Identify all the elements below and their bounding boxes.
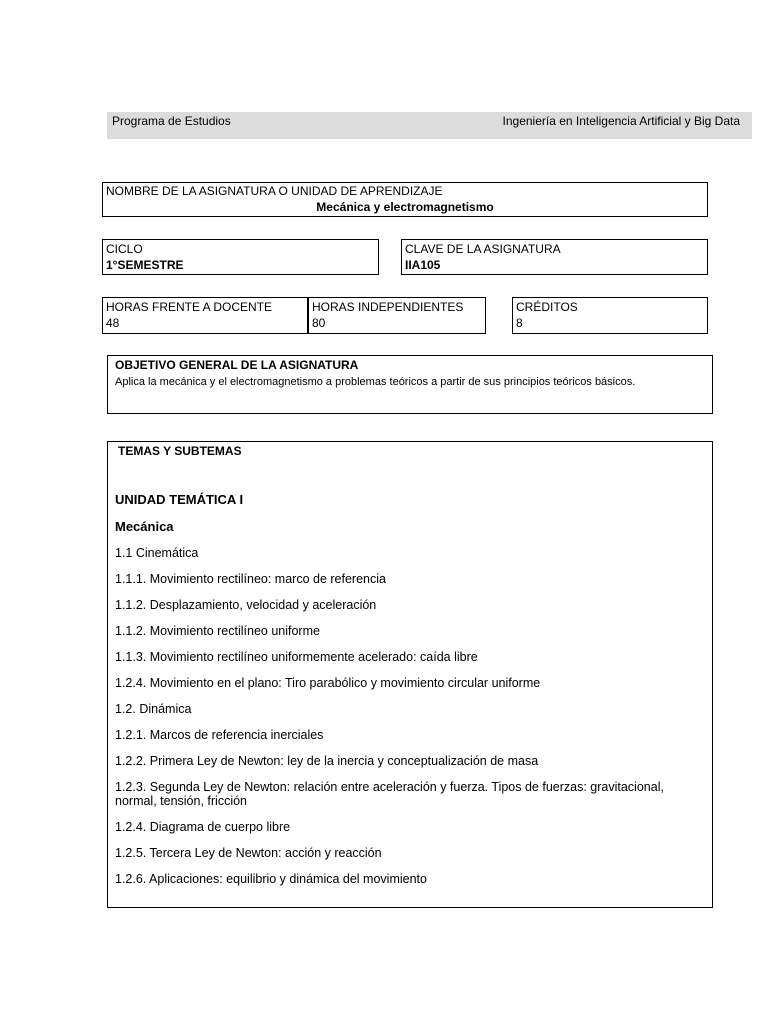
objetivo-text: Aplica la mecánica y el electromagnetismo a problemas teóricos a partir de sus principios teóricos básicos. — [115, 376, 636, 388]
list-item: 1.1 Cinemática — [115, 546, 199, 560]
list-item: 1.1.1. Movimiento rectilíneo: marco de referencia — [115, 572, 386, 586]
list-item: 1.2.1. Marcos de referencia inerciales — [115, 728, 324, 742]
clave-value: IIA105 — [405, 258, 441, 272]
ciclo-value: 1°SEMESTRE — [106, 258, 184, 272]
header-degree-name: Ingeniería en Inteligencia Artificial y Big Data — [502, 114, 740, 128]
horas-docente-box — [102, 297, 308, 334]
list-item: 1.1.3. Movimiento rectilíneo uniformemente acelerado: caída libre — [115, 650, 478, 664]
list-item: 1.2.4. Diagrama de cuerpo libre — [115, 820, 291, 834]
horas-independientes-label: HORAS INDEPENDIENTES — [312, 300, 464, 314]
horas-independientes-value: 80 — [312, 316, 326, 330]
list-item: 1.2.3. Segunda Ley de Newton: relación entre aceleración y fuerza. Tipos de fuerzas: gravitacional, normal, tensión, fricción — [115, 780, 664, 808]
horas-independientes-box — [308, 297, 486, 334]
creditos-box — [512, 297, 708, 334]
list-item: 1.2. Dinámica — [115, 702, 192, 716]
horas-docente-label: HORAS FRENTE A DOCENTE — [106, 300, 273, 314]
list-item: 1.2.6. Aplicaciones: equilibrio y dinámica del movimiento — [115, 872, 427, 886]
creditos-value: 8 — [516, 316, 523, 330]
ciclo-label: CICLO — [106, 242, 143, 256]
objetivo-title: OBJETIVO GENERAL DE LA ASIGNATURA — [115, 358, 359, 372]
ciclo-box — [102, 239, 379, 275]
nombre-asignatura-label: NOMBRE DE LA ASIGNATURA O UNIDAD DE APRENDIZAJE — [106, 184, 443, 198]
horas-docente-value: 48 — [106, 316, 120, 330]
clave-box — [401, 239, 708, 275]
list-item: 1.1.2. Desplazamiento, velocidad y aceleración — [115, 598, 377, 612]
tema-heading: Mecánica — [115, 519, 174, 534]
temas-list — [115, 546, 705, 886]
objetivo-box — [107, 355, 713, 414]
header-program-title: Programa de Estudios — [112, 114, 231, 128]
creditos-label: CRÉDITOS — [516, 300, 578, 314]
clave-label: CLAVE DE LA ASIGNATURA — [405, 242, 561, 256]
list-item: 1.2.2. Primera Ley de Newton: ley de la inercia y conceptualización de masa — [115, 754, 539, 768]
list-item: 1.2.5. Tercera Ley de Newton: acción y reacción — [115, 846, 382, 860]
nombre-asignatura-value: Mecánica y electromagnetismo — [316, 200, 494, 214]
temas-box — [107, 441, 713, 908]
list-item: 1.1.2. Movimiento rectilíneo uniforme — [115, 624, 320, 638]
unidad-tematica-title: UNIDAD TEMÁTICA I — [115, 492, 244, 507]
temas-title: TEMAS Y SUBTEMAS — [118, 444, 242, 458]
nombre-asignatura-box — [102, 182, 708, 217]
list-item: 1.2.4. Movimiento en el plano: Tiro parabólico y movimiento circular uniforme — [115, 676, 541, 690]
